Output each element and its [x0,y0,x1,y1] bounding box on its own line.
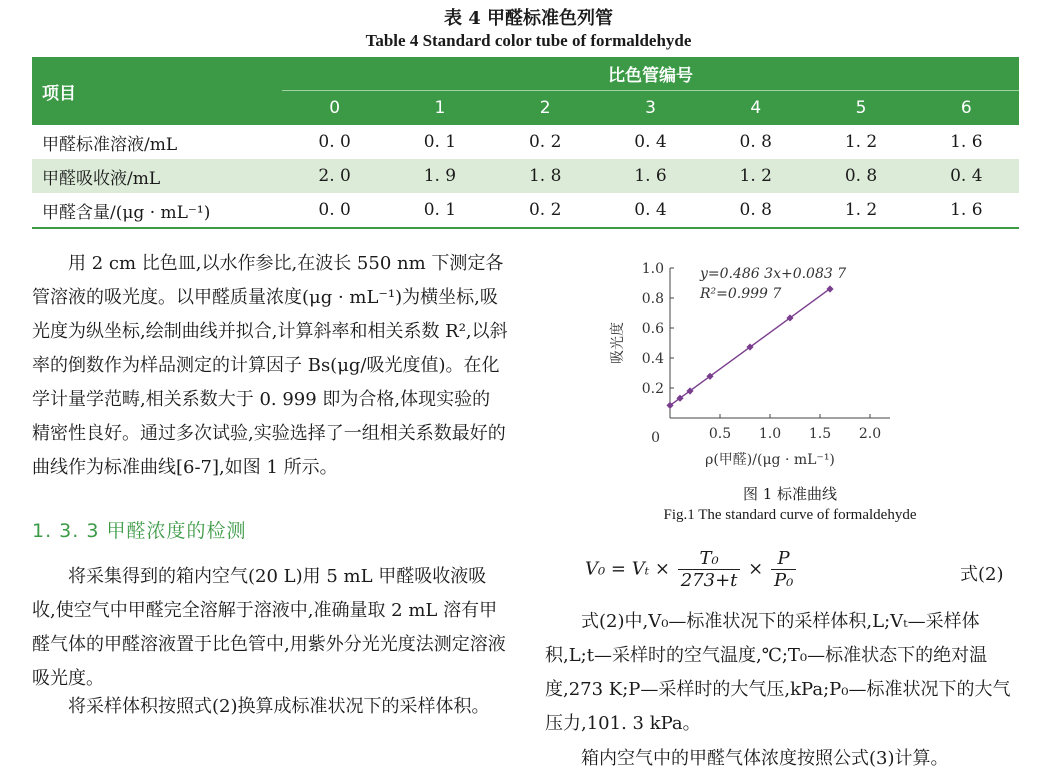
fraction-temperature [678,548,741,591]
x-tick-label: 2.0 [858,426,882,442]
fraction-numerator: P [771,548,796,570]
left-paragraph-3 [32,690,508,724]
table-header-row [32,57,1019,91]
table-cell: 0. 4 [634,200,667,220]
table-cell: 0. 4 [950,166,983,186]
paragraph-text: 用 2 cm 比色皿,以水作参比,在波长 550 nm 下测定各管溶液的吸光度。以甲醛质量浓度(μg · mL⁻¹)为横坐标,吸光度为纵坐标,绘制曲线并拟合,计算斜率和相关系数 R²,以斜率的倒数作为样品测定的计算因子 Bs(μg/吸光度值)。在化学计量学范畴,相关系数大于 0. 999 即为合格,体现实验的精密性良好。通过多次试验,实验选择了一组相关系数最好的曲线作为标准曲线[6-7],如图 1 所示。 [32,253,508,478]
item-header: 项目 [42,83,76,104]
table-cell: 1. 8 [528,166,562,186]
tube-number: 1 [434,98,446,118]
equation-number: 式(2) [960,564,1004,585]
formula-lhs: V₀ = Vₜ × [585,558,670,580]
table-row [32,193,1019,228]
plot-area [609,261,890,468]
right-paragraph-1 [545,605,1021,741]
data-point [826,285,833,292]
figure-caption-en: Fig.1 The standard curve of formaldehyde [663,507,917,523]
fraction-denominator: P₀ [773,570,794,591]
table-cell: 1. 6 [950,132,983,152]
table-cell: 0. 2 [528,200,562,220]
tube-number: 2 [539,98,551,118]
table-row [32,125,1019,159]
tube-number: 6 [960,98,972,118]
y-tick-label: 1.0 [641,261,664,277]
fraction-pressure [771,548,796,591]
paragraph-text: 式(2)中,V₀—标准状况下的采样体积,L;Vₜ—采样体积,L;t—采样时的空气温度,℃;T₀—标准状态下的绝对温度,273 K;P—采样时的大气压,kPa;P₀—标准状况下的大气压力,101. 3 kPa。 [545,611,1011,734]
fraction-denominator: 273+t [680,570,738,591]
paragraph-text: 箱内空气中的甲醛气体浓度按照公式(3)计算。 [581,748,949,769]
y-tick-label: 0.2 [641,381,664,397]
right-paragraph-2 [545,742,1021,776]
table-caption-en: Table 4 Standard color tube of formaldehyde [365,31,692,50]
table-cell: 0. 8 [739,200,772,220]
standard-color-tube-table [32,57,1019,229]
y-tick-label: 0.4 [641,351,664,367]
left-paragraph-1 [32,247,508,485]
row-label: 甲醛标准溶液/mL [42,134,178,155]
table-cell: 0. 1 [423,200,457,220]
table-cell: 1. 2 [844,200,878,220]
y-tick-label: 0.6 [641,321,664,337]
paragraph-text: 将采集得到的箱内空气(20 L)用 5 mL 甲醛吸收液吸收,使空气中甲醛完全溶解于溶液中,准确量取 2 mL 溶有甲醛气体的甲醛溶液置于比色管中,用紫外分光光度法测定溶液吸光度。 [32,566,506,689]
table-cell: 1. 2 [844,132,878,152]
x-axis-label: ρ(甲醛)/(μg · mL⁻¹) [705,452,835,468]
tube-number: 4 [750,98,762,118]
table-cell: 1. 9 [423,166,457,186]
paragraph-text: 将采样体积按照式(2)换算成标准状况下的采样体积。 [68,696,490,717]
table-row [32,159,1019,193]
table-cell: 1. 2 [739,166,772,186]
table-cell: 0. 2 [528,132,562,152]
tube-number: 0 [329,98,341,118]
table-cell: 0. 4 [634,132,667,152]
origin-label: 0 [651,430,660,446]
table-cell: 0. 0 [318,132,351,152]
left-paragraph-2 [32,560,508,696]
table-cell: 1. 6 [634,166,667,186]
fraction-numerator: T₀ [678,548,741,570]
row-label: 甲醛含量/(μg · mL⁻¹) [42,202,211,223]
x-tick-label: 1.5 [808,426,832,442]
x-tick-label: 1.0 [758,426,782,442]
x-tick-label: 0.5 [708,426,732,442]
table-cell: 0. 8 [739,132,772,152]
fit-equation: y=0.486 3x+0.083 7 [700,266,847,282]
figure-caption-cn: 图 1 标准曲线 [742,485,838,503]
table-cell: 2. 0 [318,166,351,186]
formula-times: × [748,558,764,580]
standard-curve-chart [600,250,960,480]
table-cell: 0. 0 [318,200,351,220]
y-axis-label: 吸光度 [610,322,626,364]
table-cell: 0. 8 [844,166,878,186]
y-tick-label: 0.8 [641,291,664,307]
tube-number: 3 [645,98,656,118]
table-cell: 1. 6 [950,200,983,220]
group-header: 比色管编号 [282,57,1019,91]
r-squared-label: R²=0.999 7 [700,286,782,302]
row-label: 甲醛吸收液/mL [42,168,161,189]
tube-number: 5 [855,98,867,118]
formula-2 [585,548,798,591]
table-caption-cn: 表 4 甲醛标准色列管 [443,8,614,29]
section-title: 1. 3. 3 甲醛浓度的检测 [32,520,247,542]
table-cell: 0. 1 [423,132,457,152]
